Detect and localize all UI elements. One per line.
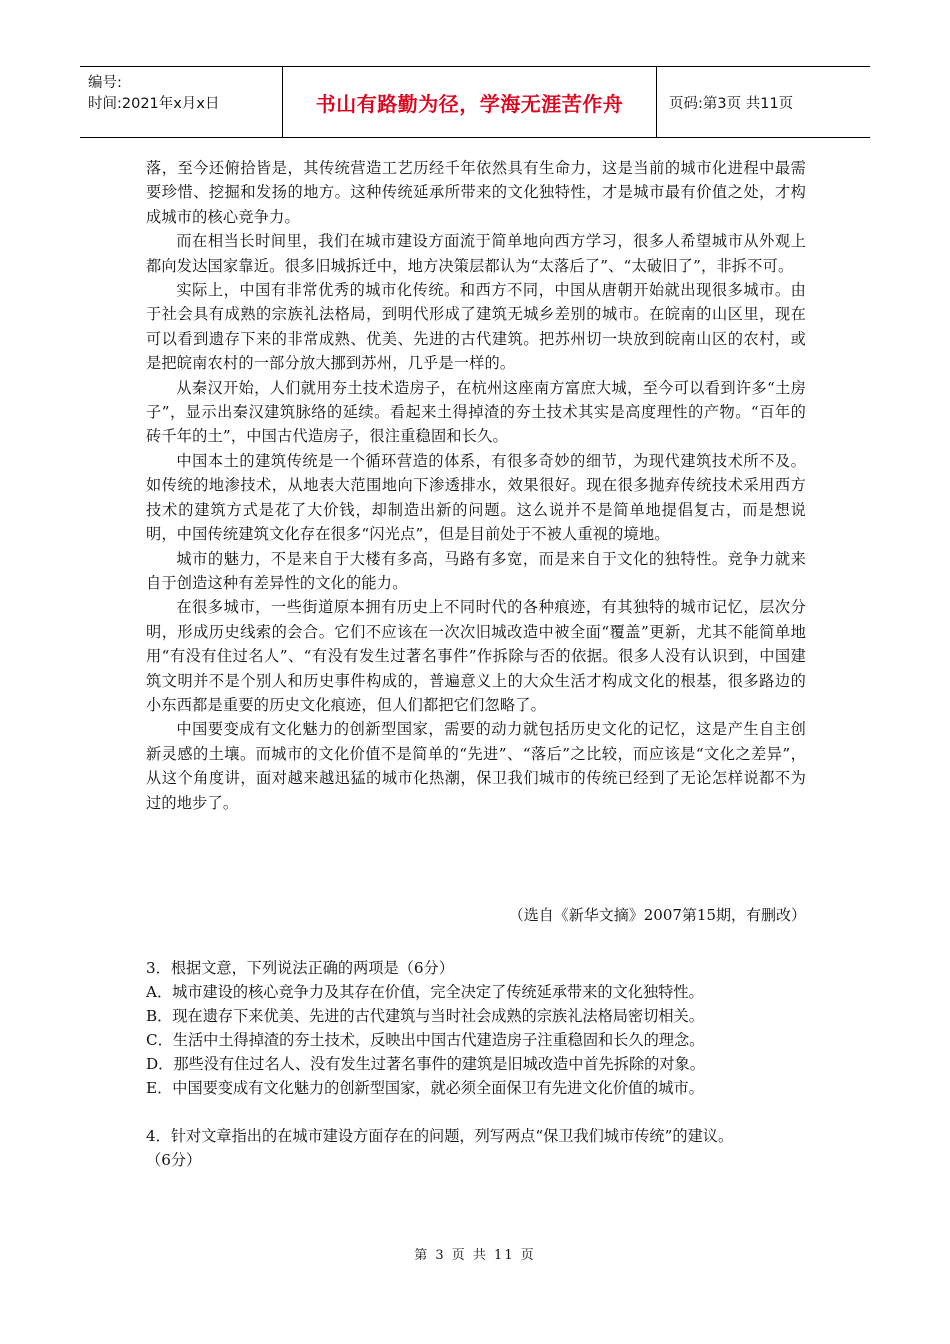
- document-number-label: 编号:: [88, 75, 122, 91]
- header-motto: 书山有路勤为径，学海无涯苦作舟: [283, 67, 657, 137]
- article-paragraph: 从秦汉开始，人们就用夯土技术造房子，在杭州这座南方富庶大城，至今可以看到许多“土房子”，显示出秦汉建筑脉络的延续。看起来土得掉渣的夯土技术其实是高度理性的产物。“百年的砖千年的土”，中国古代造房子，很注重稳固和长久。: [146, 378, 806, 446]
- question-3-option-c: C．生活中土得掉渣的夯土技术，反映出中国古代建造房子注重稳固和长久的理念。: [146, 1031, 705, 1049]
- question-3-stem: 3．根据文意，下列说法正确的两项是（6分）: [146, 959, 454, 977]
- article-paragraph: 中国要变成有文化魅力的创新型国家，需要的动力就包括历史文化的记忆，这是产生自主创新灵感的土壤。而城市的文化价值不是简单的“先进”、“落后”之比较，而应该是“文化之差异”，从这个角度讲，面对越来越迅猛的城市化热潮，保卫我们城市的传统已经到了无论怎样说都不为过的地步了。: [146, 720, 806, 812]
- question-3-option-b: B．现在遗存下来优美、先进的古代建筑与当时社会成熟的宗族礼法格局密切相关。: [146, 1007, 704, 1025]
- page-footer: 第 3 页 共 11 页: [414, 1248, 536, 1263]
- document-date-label: 时间:2021年x月x日: [88, 96, 220, 112]
- header-page-info: 页码:第3页 共11页: [669, 95, 794, 112]
- header-meta: [80, 67, 283, 137]
- questions-section: [146, 956, 826, 1172]
- article-paragraph: 城市的魅力，不是来自于大楼有多高，马路有多宽，而是来自于文化的独特性。竞争力就来自于创造这种有差异性的文化的能力。: [146, 549, 806, 592]
- article-source: （选自《新华文摘》2007第15期，有删改）: [508, 906, 806, 924]
- article-paragraph: 在很多城市，一些街道原本拥有历史上不同时代的各种痕迹，有其独特的城市记忆，层次分明，形成历史线索的会合。它们不应该在一次次旧城改造中被全面“覆盖”更新，尤其不能简单地用“有没有住过名人”、“有没有发生过著名事件”作拆除与否的依据。很多人没有认识到，中国建筑文明并不是个别人和历史事件构成的，普遍意义上的大众生活才构成文化的根基，很多路边的小东西都是重要的历史文化痕迹，但人们都把它们忽略了。: [146, 598, 806, 714]
- question-3-option-a: A．城市建设的核心竞争力及其存在价值，完全决定了传统延承带来的文化独特性。: [146, 983, 704, 1001]
- article-paragraph: 中国本土的建筑传统是一个循环营造的体系，有很多奇妙的细节，为现代建筑技术所不及。如传统的地渗技术，从地表大范围地向下渗透排水，效果很好。现在很多抛弃传统技术采用西方技术的建筑方式是花了大价钱，却制造出新的问题。这么说并不是简单地提倡复古，而是想说明，中国传统建筑文化存在很多“闪光点”，但是目前处于不被人重视的境地。: [146, 451, 806, 544]
- question-3-option-e: E．中国要变成有文化魅力的创新型国家，就必须全面保卫有先进文化价值的城市。: [146, 1079, 704, 1097]
- page-header: [80, 66, 870, 138]
- article-paragraph: 落，至今还俯拾皆是，其传统营造工艺历经千年依然具有生命力，这是当前的城市化进程中最需要珍惜、挖掘和发扬的地方。这种传统延承所带来的文化独特性，才是城市最有价值之处，才构成城市的核心竞争力。: [146, 159, 806, 226]
- article-body: [146, 156, 806, 815]
- question-3-option-d: D．那些没有住过名人、没有发生过著名事件的建筑是旧城改造中首先拆除的对象。: [146, 1055, 705, 1073]
- article-paragraph: 实际上，中国有非常优秀的城市化传统。和西方不同，中国从唐朝开始就出现很多城市。由于社会具有成熟的宗族礼法格局，到明代形成了建筑无城乡差别的城市。在皖南的山区里，现在可以看到遗存下来的非常成熟、优美、先进的古代建筑。把苏州切一块放到皖南山区的农村，或是把皖南农村的一部分放大挪到苏州，几乎是一样的。: [146, 281, 806, 373]
- question-4-stem: 4．针对文章指出的在城市建设方面存在的问题，列写两点“保卫我们城市传统”的建议。: [146, 1127, 734, 1145]
- question-4-score: （6分）: [146, 1151, 202, 1169]
- article-paragraph: 而在相当长时间里，我们在城市建设方面流于简单地向西方学习，很多人希望城市从外观上都向发达国家靠近。很多旧城拆迁中，地方决策层都认为“太落后了”、“太破旧了”，非拆不可。: [146, 232, 806, 275]
